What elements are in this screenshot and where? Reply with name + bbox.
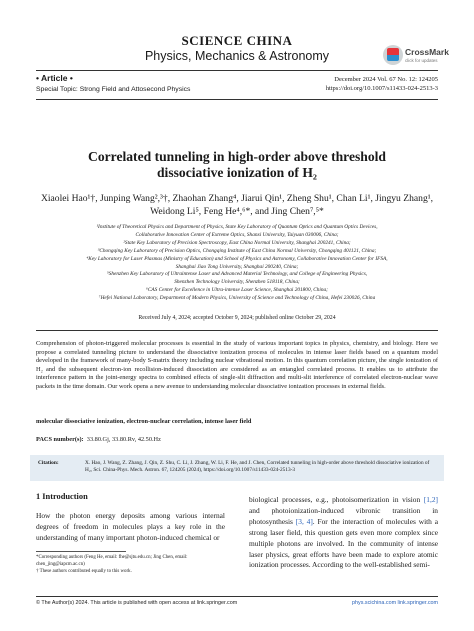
affiliation-line: ⁴Key Laboratory for Laser Plasmas (Ministry of Education) and School of Physics and Astronomy, Collaborative Innovation Center for IFSA, — [86, 255, 388, 262]
right-text-pre: biological processes, e.g., photoisomerization in vision — [249, 495, 424, 504]
title-line-1: Correlated tunneling in high-order above threshold — [88, 149, 386, 164]
header-rule — [36, 70, 438, 71]
crossmark-button[interactable] — [383, 45, 449, 67]
affiliation-line: Shanghai Jiao Tong University, Shanghai 200240, China; — [175, 263, 299, 270]
abstract-rule-top — [36, 330, 438, 331]
copyright-notice: © The Author(s) 2024. This article is published with open access at link.springer.com — [36, 600, 238, 606]
issue-info: December 2024 Vol. 67 No. 12: 124205 — [334, 76, 438, 83]
received-dates: Received July 4, 2024; accepted October 9, 2024; published online October 29, 2024 — [138, 315, 336, 321]
footnote-rule — [36, 551, 126, 552]
journal-subtitle: Physics, Mechanics & Astronomy — [144, 49, 330, 63]
citation-link-2[interactable]: [3, 4] — [295, 516, 313, 526]
crossmark-sublabel: click for updates — [405, 58, 438, 63]
affiliation-line: Shenzhen Technology University, Shenzhen 518118, China; — [174, 279, 300, 286]
keywords: molecular dissociative ionization, electron-nuclear correlation, intense laser field — [36, 418, 252, 425]
footnotes — [36, 554, 225, 576]
pacs-value: 33.80.Gj, 33.80.Rv, 42.50.Hz — [86, 436, 161, 443]
crossmark-icon — [383, 45, 403, 65]
right-text-post: . For the interaction of molecules with a strong laser field, this question gets even more complex since multiple photons are involved. In the community of intense laser physics, great efforts have been made to explore atomic ionization processes. According to the well-established semi- — [249, 516, 438, 570]
affiliation-line: ⁶CAS Center for Excellence in Ultra-intense Laser Science, Shanghai 201800, China; — [146, 287, 328, 294]
section-heading: 1 Introduction — [36, 492, 88, 501]
affiliation-line: ⁵Shenzhen Key Laboratory of Ultraintense Laser and Advanced Material Technology, and College of Engineering Physics, — [106, 271, 368, 278]
affiliation-line: ³Chongqing Key Laboratory of Precision Optics, Chongqing Institute of East China Normal University, Chongqing 401121, China; — [97, 247, 377, 254]
header-rule-bottom — [36, 99, 438, 100]
crossmark-label: CrossMark — [405, 47, 449, 57]
title-line-2: dissociative ionization of H₂ — [156, 165, 318, 180]
doi-link[interactable]: https://doi.org/10.1007/s11433-024-2513-3 — [325, 85, 438, 92]
paper-title — [0, 149, 474, 181]
abstract-text: Comprehension of photon-triggered molecular processes is essential in the study of various important topics in physics, chemistry, and biology. Here we propose a correlated tunneling picture to understand the dissociative ionization process of molecules in intense laser fields based on a quantum model developed in the framework of many-body S-matrix theory including nuclear vibrational motion. In this quantum correlation picture, the single ionization of H₂ and the subsequent electron-ion recollision-induced dissociation are considered as an entangled correlated process. It enables us to attribute the interference pattern in the joint-energy spectra to combined effects of single-slit diffraction and multi-slit interference of correlated electron-nuclear wave packets in the time domain. Our work opens a new avenue to understanding molecular dissociative ionization processes in external fields. — [36, 340, 438, 390]
affiliation-line: ¹Institute of Theoretical Physics and Department of Physics, State Key Laboratory of Quantum Optics and Quantum Optics Devices, — [96, 224, 378, 230]
authors-line-2: Weidong Li⁵, Feng He⁴,⁶*, and Jing Chen⁷,⁵* — [150, 206, 324, 217]
affiliations — [30, 224, 444, 303]
footnote-corresponding: *Corresponding authors (Feng He, email: fhe@sjtu.edu.cn; Jing Chen, email: chen_jing@iapcm.ac.cn) — [36, 555, 188, 568]
affiliation-line: Collaborative Innovation Center of Extreme Optics, Shanxi University, Taiyuan 030006, China; — [135, 231, 339, 238]
footer-rule — [36, 596, 438, 597]
footnote-equal-contribution: † These authors contributed equally to this work. — [36, 569, 132, 575]
affiliation-line: ²State Key Laboratory of Precision Spectroscopy, East China Normal University, Shanghai 200241, China; — [123, 239, 351, 246]
special-topic: Special Topic: Strong Field and Attosecond Physics — [36, 86, 191, 93]
affiliation-line: ⁷Hefei National Laboratory, Department of Modern Physics, University of Science and Technology of China, Hefei 230026, China — [98, 295, 376, 302]
citation-text: X. Hao, J. Wang, Z. Zhang, J. Qin, Z. Shu, C. Li, J. Zhang, W. Li, F. He, and J. Chen, Correlated tunneling in high-order above threshold dissociative ionization of H₂, Sci. China-Phys. Mech. Astron. 67, 124205 (2024), https://doi.org/10.1007/s11433-024-2513-3 — [85, 460, 430, 474]
right-text-mid: and photoionization-induced vibronic transition in photosynthesis — [249, 505, 438, 526]
journal-name: SCIENCE CHINA — [181, 33, 293, 48]
pacs-label: PACS number(s): — [36, 436, 84, 443]
article-type: • Article • — [36, 73, 73, 83]
authors-line-1: Xiaolei Hao¹†, Junping Wang²,³†, Zhaohan Zhang⁴, Jiarui Qin¹, Zheng Shu¹, Chan Li¹, Jingyu Zhang¹, — [40, 193, 434, 204]
pacs-numbers — [36, 436, 161, 443]
citation-label: Citation: — [38, 460, 59, 466]
citation-link-1[interactable]: [1,2] — [423, 495, 438, 504]
footer-links[interactable]: phys.scichina.com link.springer.com — [352, 600, 438, 606]
intro-right-column — [249, 495, 438, 571]
author-list — [20, 192, 454, 218]
intro-left-column: How the photon energy deposits among various internal degrees of freedom in molecules plays a key role in the understanding of many important photon-induced chemical or — [36, 511, 225, 542]
